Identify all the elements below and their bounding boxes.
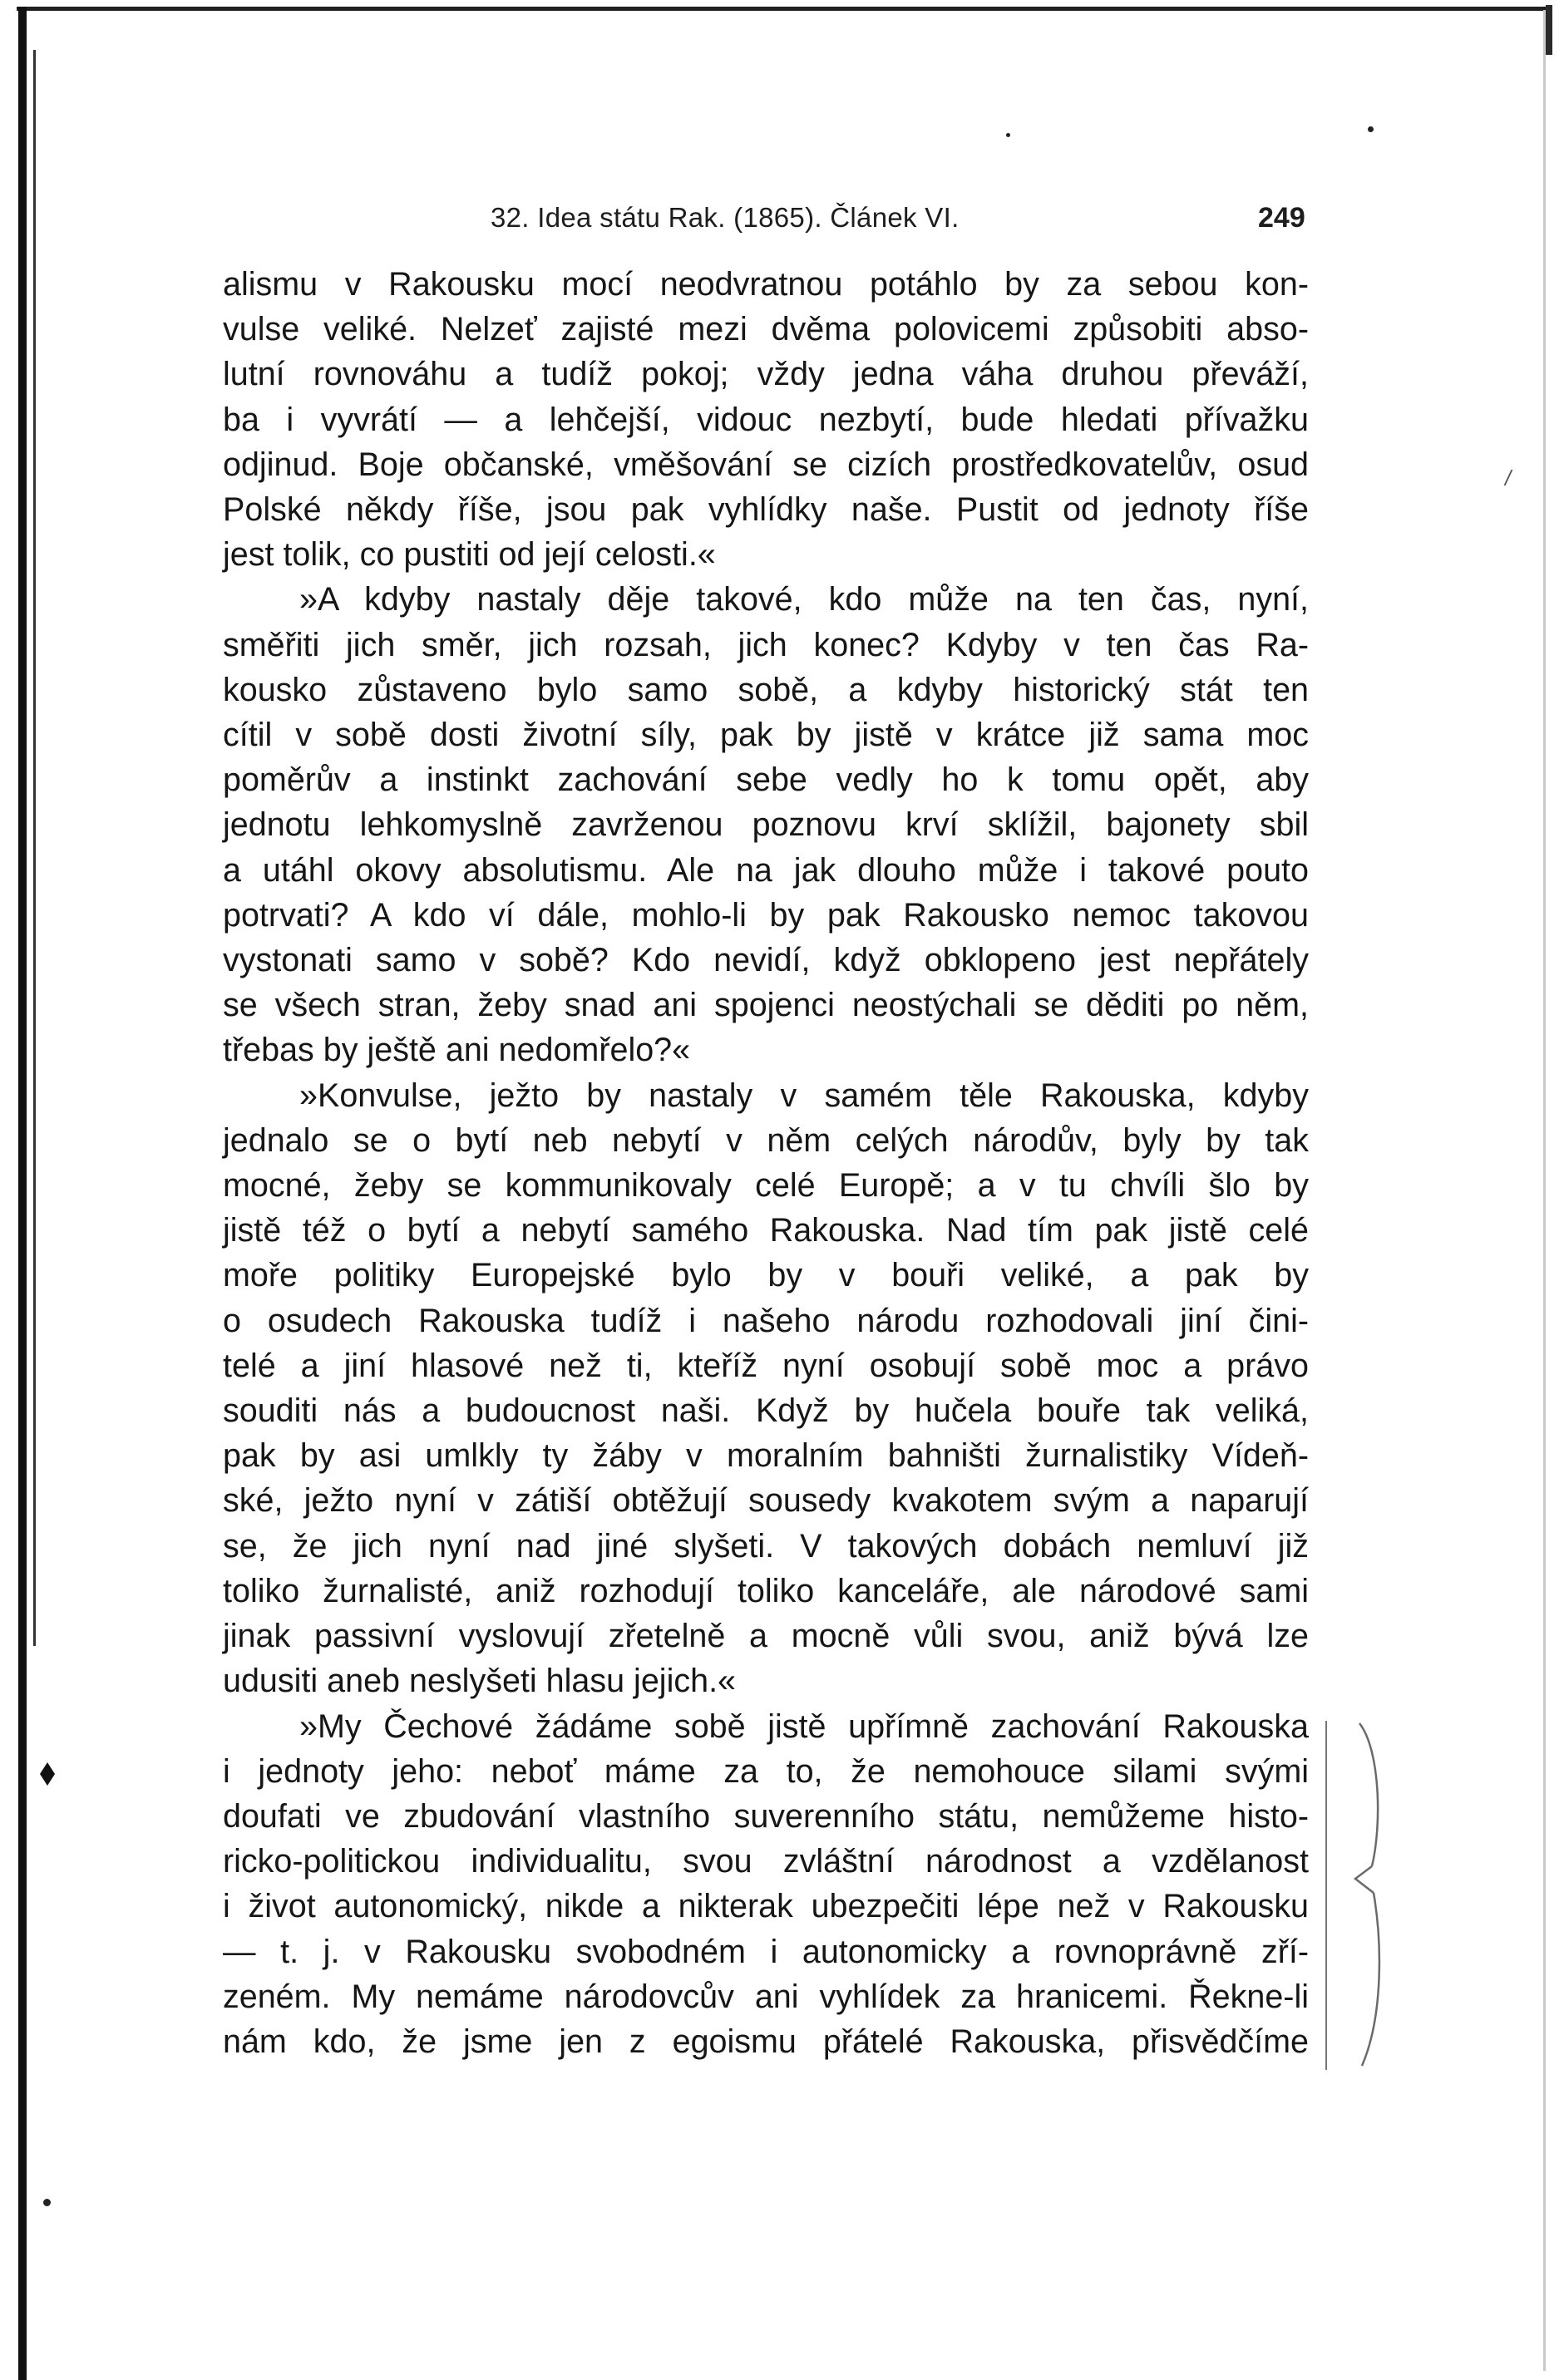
text-line: »Konvulse, ježto by nastaly v samém těle Rakouska, kdyby xyxy=(299,1077,1309,1114)
text-line: jinak passivní vyslovují zřetelně a mocně vůli svou, aniž bývá lze xyxy=(223,1618,1309,1655)
text-line: i život autonomický, nikde a nikterak ubezpečiti lépe než v Rakousku xyxy=(223,1888,1309,1925)
text-line: »My Čechové žádáme sobě jistě upřímně zachování Rakouska xyxy=(299,1707,1309,1745)
scan-speck xyxy=(1368,126,1374,132)
text-line: souditi nás a budoucnost naši. Když by hučela bouře tak veliká, xyxy=(223,1392,1309,1430)
text-line: směřiti jich směr, jich rozsah, jich konec? Kdyby v ten čas Ra- xyxy=(223,626,1309,663)
text-line: a utáhl okovy absolutismu. Ale na jak dlouho může i takové pouto xyxy=(223,851,1309,889)
scan-border-corner xyxy=(1546,5,1552,55)
running-head: 32. Idea státu Rak. (1865). Článek VI. xyxy=(491,202,960,233)
body-text xyxy=(223,262,1309,2064)
text-line: doufati ve zbudování vlastního suverenního státu, nemůžeme histo- xyxy=(223,1797,1309,1835)
text-line: toliko žurnalisté, aniž rozhodují toliko kanceláře, ale národové sami xyxy=(223,1572,1309,1609)
text-line: vystonati samo v sobě? Kdo nevidí, když obklopeno jest nepřátely xyxy=(223,942,1309,979)
scan-speck xyxy=(1006,133,1010,137)
margin-pencil-tick: / xyxy=(1505,466,1512,490)
text-line: lutní rovnováhu a tudíž pokoj; vždy jedna váha druhou převáží, xyxy=(223,356,1309,393)
text-line: o osudech Rakouska tudíž i našeho národu rozhodovali jiní čini- xyxy=(223,1302,1309,1339)
text-line: nám kdo, že jsme jen z egoismu přátelé Rakouska, přisvědčíme xyxy=(223,2023,1309,2060)
text-line: jednalo se o bytí neb nebytí v něm celých národův, byly by tak xyxy=(223,1121,1309,1159)
text-line: »A kdyby nastaly děje takové, kdo může na ten čas, nyní, xyxy=(299,581,1309,618)
text-line: cítil v sobě dosti životní síly, pak by jistě v krátce již sama moc xyxy=(223,717,1309,754)
text-line: odjinud. Boje občanské, vměšování se cizích prostředkovatelův, osud xyxy=(223,446,1309,483)
text-line: se, že jich nyní nad jiné slyšeti. V takových dobách nemluví již xyxy=(223,1527,1309,1564)
scan-border-left-inner xyxy=(33,50,36,1646)
text-line: i jednoty jeho: neboť máme za to, že nemohouce silami svými xyxy=(223,1752,1309,1790)
text-line: potrvati? A kdo ví dále, mohlo-li by pak Rakousko nemoc takovou xyxy=(223,896,1309,934)
text-line: moře politiky Europejské bylo by v bouři veliké, a pak by xyxy=(223,1257,1309,1294)
text-line: poměrův a instinkt zachování sebe vedly ho k tomu opět, aby xyxy=(223,761,1309,799)
text-line: mocné, žeby se kommunikovaly celé Europě; a v tu chvíli šlo by xyxy=(223,1167,1309,1205)
text-line: telé a jiní hlasové než ti, kteříž nyní osobují sobě moc a právo xyxy=(223,1347,1309,1384)
text-line: pak by asi umlkly ty žáby v moralním bahništi žurnalistiky Vídeň- xyxy=(223,1437,1309,1475)
text-line: vulse veliké. Nelzeť zajisté mezi dvěma polovicemi způsobiti abso- xyxy=(223,311,1309,348)
text-line: ba i vyvrátí — a lehčejší, vidouc nezbytí, bude hledati přívažku xyxy=(223,401,1309,438)
text-line: jistě též o bytí a nebytí samého Rakouska. Nad tím pak jistě celé xyxy=(223,1212,1309,1249)
scan-speck xyxy=(43,2199,51,2206)
scan-border-top xyxy=(17,7,1547,11)
text-line: třebas by ještě ani nedomřelo?« xyxy=(223,1032,691,1069)
scan-border-left xyxy=(18,7,27,2380)
text-line: kousko zůstaveno bylo samo sobě, a kdyby historický stát ten xyxy=(223,671,1309,708)
text-line: zeném. My nemáme národovcův ani vyhlídek za hranicemi. Řekne-li xyxy=(223,1978,1309,2015)
text-line: jest tolik, co pustiti od její celosti.« xyxy=(223,536,716,574)
margin-diamond-mark xyxy=(40,1762,55,1774)
text-line: se všech stran, žeby snad ani spojenci neostýchali se děditi po něm, xyxy=(223,987,1309,1024)
text-line: Polské někdy říše, jsou pak vyhlídky naše. Pustit od jednoty říše xyxy=(223,491,1309,529)
text-line: ricko-politickou individualitu, svou zvláštní národnost a vzdělanost xyxy=(223,1843,1309,1880)
page-number: 249 xyxy=(1258,202,1305,234)
text-line: alismu v Rakousku mocí neodvratnou potáhlo by za sebou kon- xyxy=(223,266,1309,303)
text-line: jednotu lehkomyslně zavrženou poznovu krví sklížil, bajonety sbil xyxy=(223,806,1309,844)
scan-border-right xyxy=(1543,10,1546,2371)
margin-pencil-bracket xyxy=(1322,1717,1389,2074)
text-line: udusiti aneb neslyšeti hlasu jejich.« xyxy=(223,1663,737,1700)
text-line: — t. j. v Rakousku svobodném i autonomicky a rovnoprávně zří- xyxy=(223,1933,1309,1970)
text-line: ské, ježto nyní v zátiší obtěžují sousedy kvakotem svým a naparují xyxy=(223,1482,1309,1520)
